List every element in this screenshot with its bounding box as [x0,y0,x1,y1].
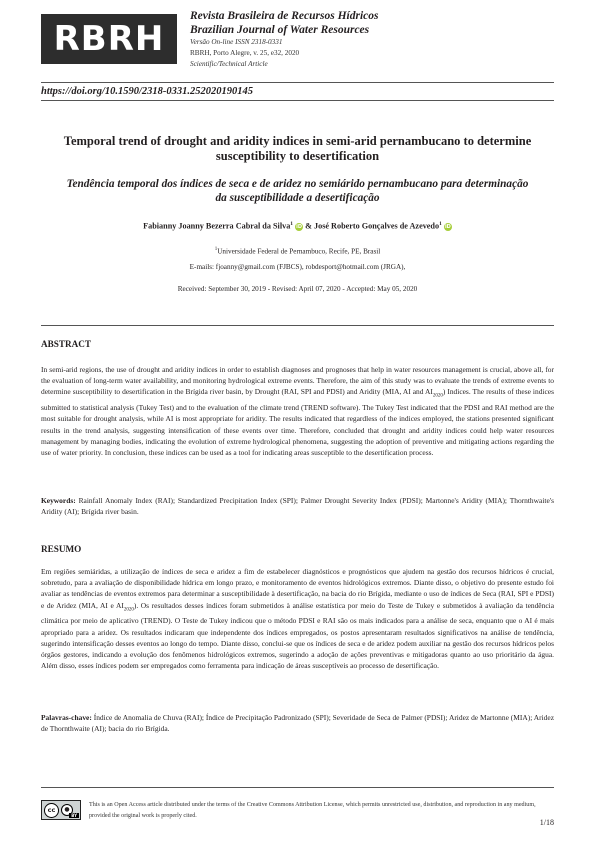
page-number: 1/18 [539,818,554,827]
doi-link[interactable]: https://doi.org/10.1590/2318-0331.252020190145 [41,86,254,97]
journal-title-en: Brazilian Journal of Water Resources [190,24,370,36]
issn-line: Versão On-line ISSN 2318-0331 [190,38,283,46]
resumo-heading: RESUMO [41,544,82,554]
keywords-label: Keywords: [41,496,76,505]
attribution-person-icon: ● [61,804,73,816]
journal-title-pt: Revista Brasileira de Recursos Hídricos [190,10,379,22]
author-2-affil-mark: 1 [439,221,442,227]
logo-text: RBRH [53,19,165,59]
abstract-subscript: 2020 [432,393,443,399]
resumo-text-part1: Em regiões semiáridas, a utilização de índices de seca e aridez a fim de estabelecer diagnósticos e prognósticos que ajudem na gestão dos recursos hídricos é crucial, sobretudo, para a avaliação de disponibilidade hídrica em longo prazo, e monitoramento de eventos hidrológicos extremos. Diante disso, o objetivo do presente estudo foi avaliar as tendências de eventos extremos para determinar a susceptibilidade à desertificação, na bacia do rio Brígida, mediante o uso de índices de Seca (RAI, SPI e PDSI) e de Aridez (MIA, AI e AI [41,567,554,610]
orcid-icon[interactable]: iD [444,223,451,230]
journal-header [190,9,450,70]
affiliation-emails: E-mails: fjoanny@gmail.com (FJBCS), robdesport@hotmail.com (JRGA), [189,263,406,272]
abstract-text-part1: In semi-arid regions, the use of drought and aridity indices in order to establish diagnoses and prognoses that help in water resources management is crucial, above all, for the evaluation of long-term water availability, and monitoring hydrological extreme events. Therefore, the aim of this study was to evaluate the trends of extreme events to determine susceptibility to desertification in the Brígida river basin, by Drought (RAI, SPI and PDSI) and Aridity (MIA, AI and AI [41,365,554,397]
resumo-text-part2: ). Os resultados desses índices foram submetidos à análise estatística por meio do Teste de Tukey e submetidos à avaliação da tendência climática por meio de aplicativo (TREND). O Teste de Tukey indicou que o método PDSI e RAI são os mais indicados para a análise de seca, enquanto que o AI é mais apropriado para a aridez. Os resultados indicaram que independente dos índices empregados, os postos apresentaram resultados significativos na análise de tendência, sugerindo intensificação desses eventos ao longo do tempo. Diante disso, conclui-se que os índices de seca e de aridez podem auxiliar na gestão dos recursos hídricos pelos órgãos gestores, indicando a evolução dos fenômenos hidrológicos extremos, sugerindo a adoção de ações preventivas e mitigadoras quanto ao uso prioritário da água. Além disso, esses índices podem ser empregados como ferramenta para indicação de áreas susceptíveis ao processo de desertificação. [41,600,554,671]
article-title-pt: Tendência temporal dos índices de seca e de aridez no semiárido pernambucano para determinação da susceptibilidade a desertificação [66,178,529,204]
cc-by-label: BY [71,813,77,818]
author-1-affil-mark: 1 [290,221,294,227]
author-line [41,221,554,231]
abstract-divider [41,325,554,326]
author-1-name: Fabianny Joanny Bezerra Cabral da Silva [143,221,291,231]
abstract-text-part2: ) Indices. The results of these indices submitted to statistical analysis (Tukey Test) and to the evaluation of the climate trend (TREND software). The Tukey Test indicated that the PDSI and RAI method are the most suitable for drought analysis, while AI is most appropriate for aridity. The results indicated that regardless of the indices employed, the stations presented significant results in the trend analysis, suggesting intensification of these events over time. Therefore, concluded that drought and aridity indices could help water resources management by managing bodies, indicating the evolution of extreme hydrological phenomena, suggesting the adoption of preventive and mitigating actions regarding the use of water priority. In conclusion, these indices can be used as a tool for indicating areas susceptible to the desertification process. [41,387,554,457]
author-2-name: & José Roberto Gonçalves de Azevedo [305,221,440,231]
palavras-chave-text: Índice de Anomalia de Chuva (RAI); Índice de Precipitação Padronizado (SPI); Severidade de Seca de Palmer (PDSI); Aridez de Martonne (MIA); Aridez de Thornthwaite (AI); bacia do rio Brígida. [41,713,555,734]
footer-divider [41,787,554,788]
affiliation-mark: 1 [214,247,218,252]
license-statement: This is an Open Access article distributed under the terms of the Creative Commons Attribution License, which permits unrestricted use, distribution, and reproduction in any medium, provided the original work is properly cited. [89,802,536,819]
abstract-text [41,364,554,458]
cc-icon: cc [44,803,59,818]
resumo-keywords [41,712,554,734]
abstract-keywords [41,495,554,517]
article-type: Scientific/Technical Article [190,60,268,68]
orcid-icon[interactable]: iD [296,223,303,230]
citation-line: RBRH, Porto Alegre, v. 25, e32, 2020 [190,49,300,57]
resumo-text [41,566,554,671]
keywords-text: Rainfall Anomaly Index (RAI); Standardized Precipitation Index (SPI); Palmer Drought Severity Index (PDSI); Martonne's Aridity (MIA); Thornthwaite's Aridity (AI); Brígida river basin. [41,496,554,517]
creative-commons-badge[interactable] [41,800,81,820]
resumo-subscript: 2020 [123,607,134,613]
affiliation-institution [41,242,554,259]
abstract-heading: ABSTRACT [41,339,92,349]
submission-dates: Received: September 30, 2019 - Revised: April 07, 2020 - Accepted: May 05, 2020 [177,285,418,293]
article-title-en: Temporal trend of drought and aridity indices in semi-arid pernambucano to determine susceptibility to desertification [63,134,532,163]
journal-logo [41,14,177,64]
affiliation-block [41,242,554,275]
doi-divider [41,100,554,101]
institution-text: Universidade Federal de Pernambuco, Recife, PE, Brasil [217,247,381,256]
palavras-chave-label: Palavras-chave: [41,713,92,722]
header-divider [41,82,554,83]
